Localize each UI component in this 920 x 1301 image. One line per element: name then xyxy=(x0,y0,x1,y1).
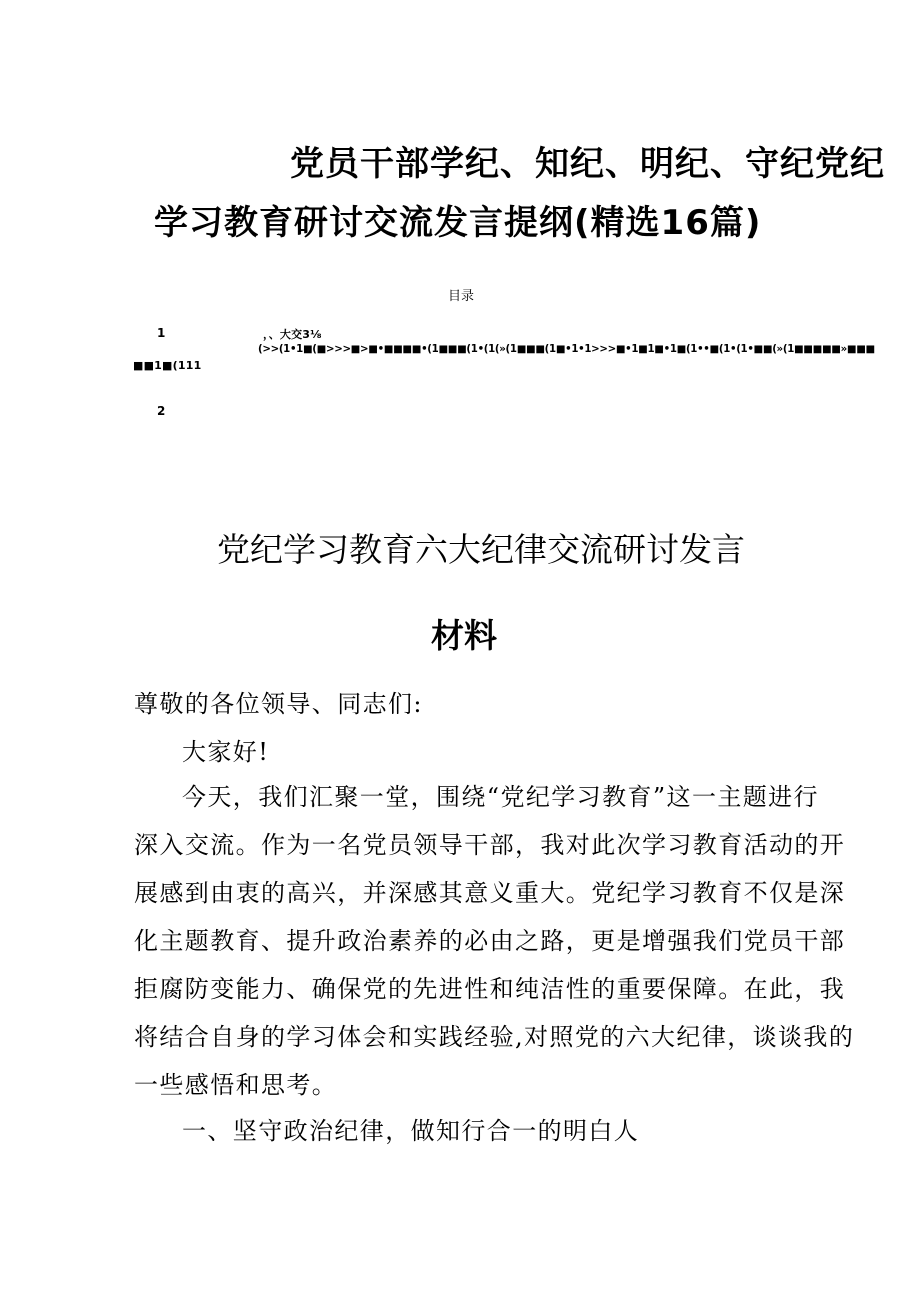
toc-entry-leader: (>>(1•1■(■>>>■>■•■■■■•(1■■■(1•(1(»(1■■■(1■•1•1>>>■•1■1■•1■(1••■(1•(1•■■(»(1■■■■■»■■■ xyxy=(258,344,875,355)
paragraph-line: 展感到由衷的高兴，并深感其意义重大。党纪学习教育不仅是深 xyxy=(134,879,846,907)
salutation: 尊敬的各位领导、同志们: xyxy=(134,690,423,718)
doc-title-line2: 学习教育研讨交流发言提纲(精选16篇) xyxy=(154,203,762,243)
greeting: 大家好! xyxy=(182,738,270,766)
toc-entry-number: 2 xyxy=(157,404,166,418)
toc-entry-continuation: ■■1■(111 xyxy=(133,359,202,372)
article-title-line2: 材料 xyxy=(431,616,497,655)
toc-entry-number: 1 xyxy=(157,326,166,340)
paragraph-line: 将结合自身的学习体会和实践经验,对照党的六大纪律，谈谈我的 xyxy=(134,1023,855,1051)
paragraph-line: 一些感悟和思考。 xyxy=(134,1071,338,1099)
section-heading-1: 一、坚守政治纪律，做知行合一的明白人 xyxy=(182,1117,640,1145)
toc-heading: 目录 xyxy=(448,289,475,304)
article-title-line1: 党纪学习教育六大纪律交流研讨发言 xyxy=(217,530,745,569)
paragraph-line: 拒腐防变能力、确保党的先进性和纯洁性的重要保障。在此，我 xyxy=(134,975,846,1003)
paragraph-line: 今天，我们汇聚一堂，围绕“党纪学习教育”这一主题进行 xyxy=(182,783,819,811)
paragraph-line: 化主题教育、提升政治素养的必由之路，更是增强我们党员干部 xyxy=(134,927,846,955)
paragraph-line: 深入交流。作为一名党员领导干部，我对此次学习教育活动的开 xyxy=(134,831,846,859)
doc-title-line1: 党员干部学纪、知纪、明纪、守纪党纪 xyxy=(290,144,885,184)
toc-entry-text: ，、大交3⅛ xyxy=(263,328,322,341)
